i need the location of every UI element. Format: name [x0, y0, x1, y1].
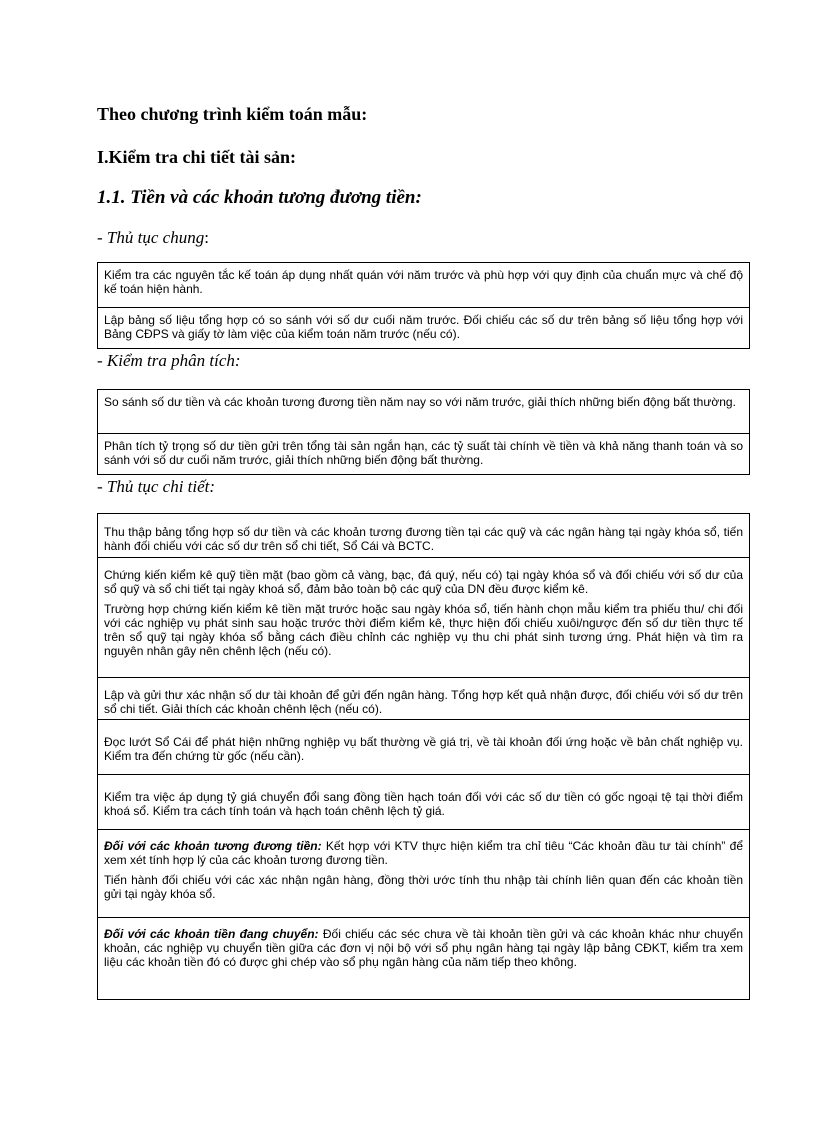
procedures-table-analysis: [97, 389, 750, 475]
row-text: Kiểm tra việc áp dụng tỷ giá chuyển đổi sang đồng tiền hạch toán đối với các số dư tiền có gốc ngoại tệ tại thời điểm khoá sổ. Kiểm tra cách tính toán và hạch toán chênh lệch tỷ giá.: [104, 790, 743, 818]
row-text: Chứng kiến kiểm kê quỹ tiền mặt (bao gồm cả vàng, bạc, đá quý, nếu có) tại ngày khóa sổ và đối chiếu với số dư của sổ quỹ và sổ chi tiết tại ngày khoá sổ, đảm bảo toàn bộ các quỹ của DN đều được kiểm kê.: [104, 568, 743, 596]
group-heading-detail: [97, 477, 215, 497]
document-title: Theo chương trình kiểm toán mẫu:: [97, 104, 368, 124]
group-heading-general: [97, 228, 209, 248]
row-lead-text: Kết hợp với KTV thực hiện kiểm tra chỉ tiêu “Các khoản đầu tư tài chính” để xem xét tính hợp lý của các khoản tương đương tiền.: [104, 839, 743, 867]
procedures-table-general: [97, 262, 750, 349]
row-text: Kiểm tra các nguyên tắc kế toán áp dụng nhất quán với năm trước và phù hợp với quy định của chuẩn mực và chế độ kế toán hiện hành.: [104, 268, 743, 296]
section-heading: I.Kiểm tra chi tiết tài sản:: [97, 147, 296, 167]
table-row: [98, 719, 749, 774]
row-text: Tiến hành đối chiếu với các xác nhận ngân hàng, đồng thời ước tính thu nhập tài chính liên quan đến các khoản tiền gửi tại ngày khóa sổ.: [104, 873, 743, 901]
group-heading-analysis: [97, 351, 241, 371]
table-row: [98, 829, 749, 917]
heading-text: Kiểm tra phân tích:: [106, 351, 241, 370]
subsection-heading: 1.1. Tiền và các khoản tương đương tiền:: [97, 187, 422, 208]
table-row: [98, 774, 749, 829]
row-text: Thu thập bảng tổng hợp số dư tiền và các khoản tương đương tiền tại các quỹ và các ngân hàng tại ngày khóa sổ, tiến hành đối chiếu với các số dư trên sổ chi tiết, Sổ Cái và BCTC.: [104, 525, 743, 553]
table-row: [98, 307, 749, 348]
row-text: [104, 927, 743, 969]
row-text: Phân tích tỷ trọng số dư tiền gửi trên tổng tài sản ngắn hạn, các tỷ suất tài chính về tiền và khả năng thanh toán và so sánh với số dư cuối năm trước, giải thích những biến động bất thường.: [104, 439, 743, 467]
table-row: [98, 677, 749, 719]
row-text: Lập và gửi thư xác nhận số dư tài khoản để gửi đến ngân hàng. Tổng hợp kết quả nhận được, đối chiếu với số dư trên sổ chi tiết. Giải thích các khoản chênh lệch (nếu có).: [104, 688, 743, 716]
table-row: [98, 390, 749, 433]
row-lead: Đối với các khoản tương đương tiền:: [104, 839, 322, 853]
procedures-table-detail: [97, 513, 750, 1000]
row-text: So sánh số dư tiền và các khoản tương đương tiền năm nay so với năm trước, giải thích những biến động bất thường.: [104, 395, 736, 409]
heading-suffix: :: [204, 228, 209, 247]
row-text: Đọc lướt Sổ Cái để phát hiện những nghiệp vụ bất thường về giá trị, về tài khoản đối ứng hoặc về bản chất nghiệp vụ. Kiểm tra đến chứng từ gốc (nếu cần).: [104, 735, 743, 763]
table-row: [98, 917, 749, 999]
table-row: [98, 557, 749, 677]
heading-text: Thủ tục chung: [106, 228, 205, 247]
table-row: [98, 263, 749, 307]
row-lead: Đối với các khoản tiền đang chuyển:: [104, 927, 319, 941]
row-text: [104, 839, 743, 867]
heading-dash: -: [97, 351, 107, 370]
table-row: [98, 433, 749, 474]
row-text: Lập bảng số liệu tổng hợp có so sánh với số dư cuối năm trước. Đối chiếu các số dư trên bảng số liệu tổng hợp với Bảng CĐPS và giấy tờ làm việc của kiểm toán năm trước (nếu có).: [104, 313, 743, 341]
row-text: Trường hợp chứng kiến kiểm kê tiền mặt trước hoặc sau ngày khóa sổ, tiến hành chọn mẫu kiểm tra phiếu thu/ chi đối với các nghiệp vụ phát sinh sau hoặc trước thời điểm kiểm kê, thực hiện đối chiếu xuôi/ngược đến số dư tiền thực tế trên sổ quỹ tại ngày khóa sổ bằng cách điều chỉnh các nghiệp vụ thu chi phát sinh tương ứng. Phát hiện và tìm ra nguyên nhân gây nên chênh lệch (nếu có).: [104, 602, 743, 658]
table-row: [98, 514, 749, 557]
heading-text: Thủ tục chi tiết:: [106, 477, 216, 496]
heading-dash: -: [97, 228, 107, 247]
row-lead-text: Đối chiếu các séc chưa về tài khoản tiền gửi và các khoản khác như chuyển khoản, các nghiệp vụ chuyển tiền giữa các đơn vị nội bộ với sổ phụ ngân hàng tại ngày lập bảng CĐKT, kiểm tra xem liệu các khoản tiền đó có được ghi chép vào sổ phụ ngân hàng của năm tiếp theo không.: [104, 927, 744, 969]
heading-dash: -: [97, 477, 107, 496]
